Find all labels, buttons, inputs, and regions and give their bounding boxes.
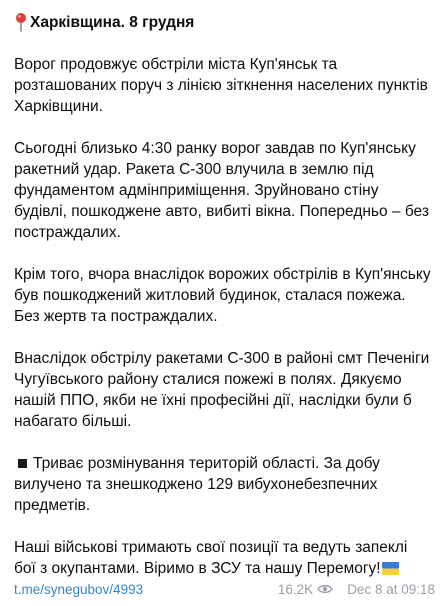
post-link[interactable]: t.me/synegubov/4993: [14, 581, 144, 597]
post-closing-paragraph: [14, 537, 433, 579]
post-paragraph: Внаслідок обстрілу ракетами С-300 в районі смт Печеніги Чугуївського району сталися пожежі в полях. Дякуємо нашій ППО, якби не їхні професійні дії, наслідки були б набагато більші.: [14, 350, 430, 430]
view-count: 16.2K: [277, 581, 314, 597]
post-paragraph: Сьогодні близько 4:30 ранку ворог завдав по Куп'янську ракетний удар. Ракета С-300 влучила в землю під фундаментом адмінприміщення. Зруйновано стіну будівлі, пошкоджене авто, вибиті вікна. Попередньо – без постраждалих.: [14, 140, 429, 241]
post-title: Харківщина. 8 грудня: [30, 13, 195, 31]
eye-icon: [317, 583, 333, 595]
bullet-text: Триває розмінування територій області. За добу вилучено та знешкоджено 129 вибухонебезпечних предметів.: [14, 455, 380, 514]
closing-text: Наші військові тримають свої позиції та ведуть запеклі бої з окупантами. Віримо в ЗСУ та нашу Перемогу!: [14, 539, 408, 577]
post-paragraph: Крім того, вчора внаслідок ворожих обстрілів в Куп'янську був пошкоджений житловий будинок, сталася пожежа. Без жертв та постраждалих.: [14, 266, 431, 325]
post-meta: [278, 579, 435, 600]
post-footer: [14, 578, 435, 600]
ukraine-flag-icon: [382, 562, 399, 575]
post-date: Dec 8 at 09:18: [347, 581, 435, 597]
pin-icon: [14, 12, 28, 32]
post-header: [14, 10, 433, 34]
post-paragraph: Ворог продовжує обстріли міста Куп'янськ та розташованих поруч з лінією зіткнення населених пунктів Харківщини.: [14, 56, 428, 115]
black-square-icon: [18, 459, 27, 468]
post-bullet-paragraph: [14, 453, 433, 516]
